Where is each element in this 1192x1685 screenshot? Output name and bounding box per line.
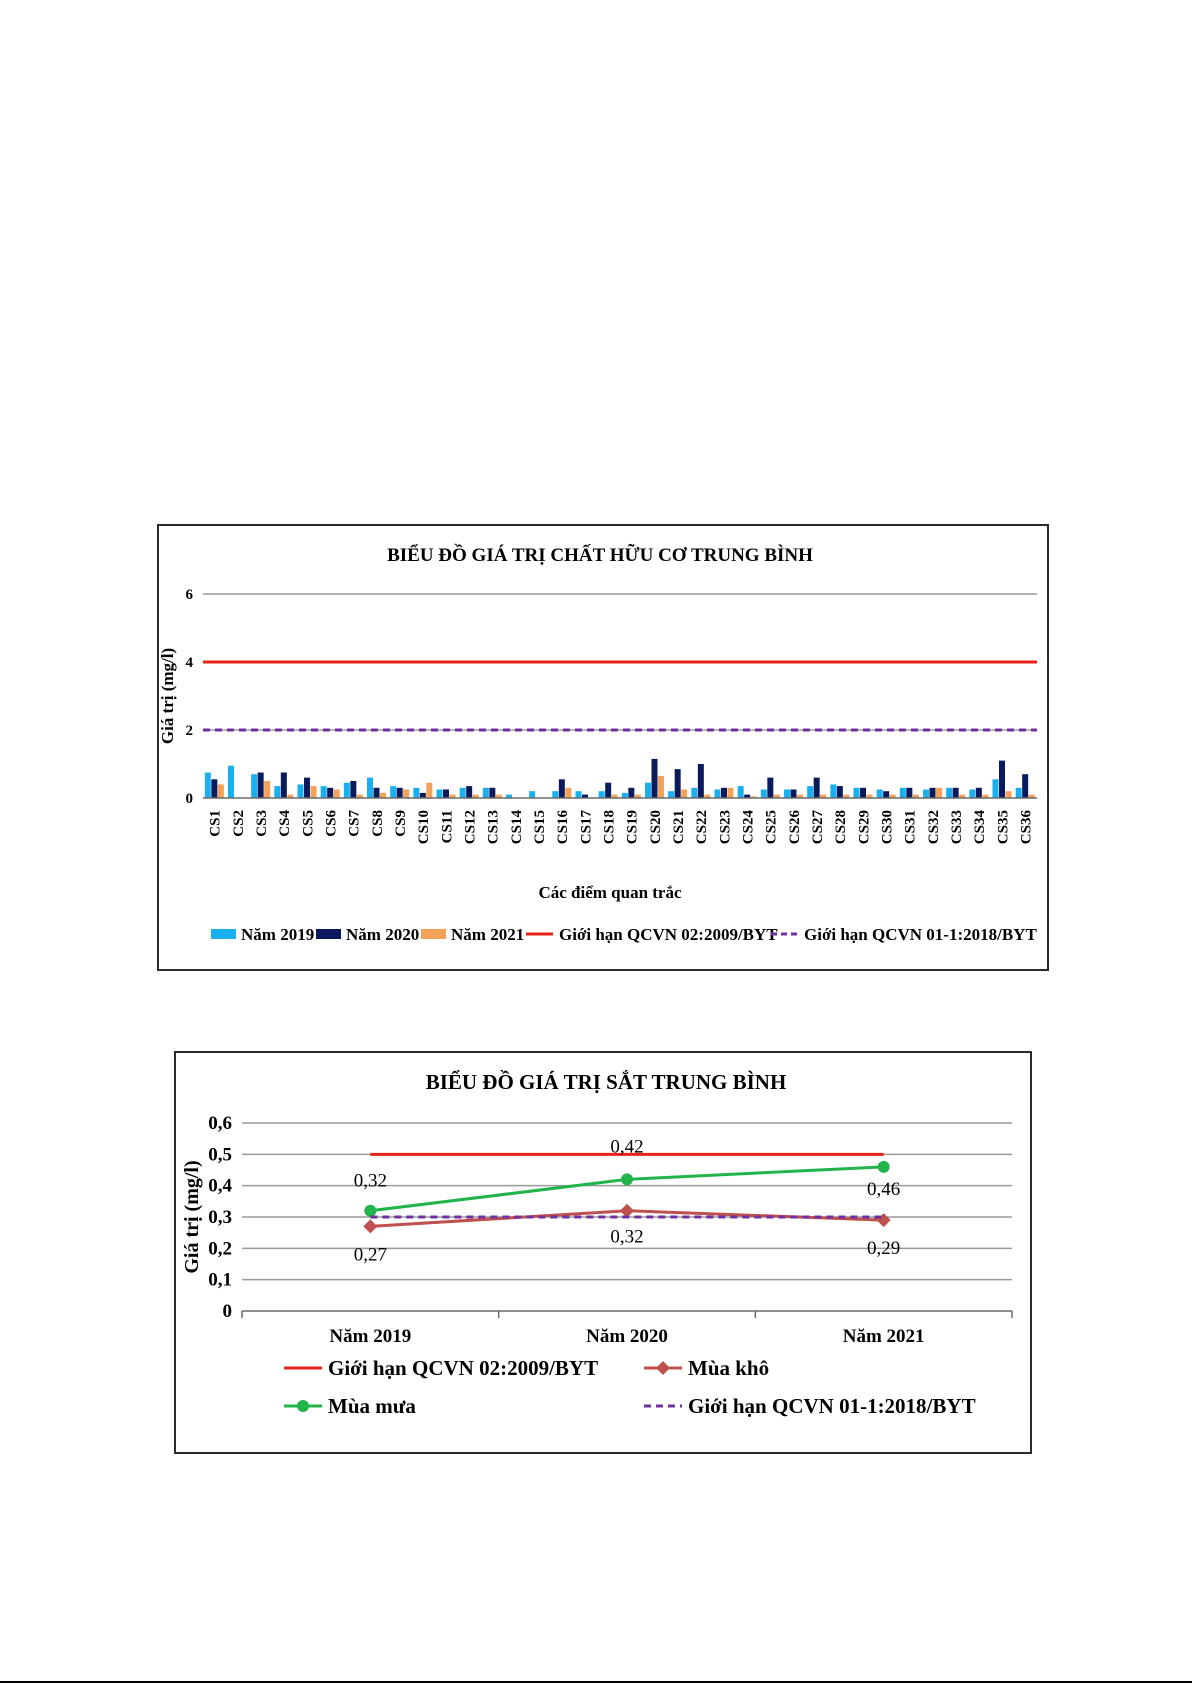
bar-năm-2019 [205,773,211,799]
bar-năm-2019 [877,790,883,799]
data-label: 0,32 [610,1226,644,1248]
bar-năm-2019 [807,786,813,798]
legend-label: Giới hạn QCVN 01-1:2018/BYT [688,1394,976,1418]
x-tick-label: CS8 [369,810,386,837]
x-tick-label: Năm 2021 [842,1326,925,1347]
bar-năm-2019 [715,790,721,799]
data-point-mua-mua [364,1205,376,1217]
data-point-mua-kho [877,1213,891,1227]
bar-năm-2021 [334,790,340,799]
bar-năm-2019 [668,791,674,798]
bar-năm-2020 [652,759,658,798]
bar-năm-2020 [930,788,936,798]
bar-năm-2021 [426,783,432,798]
bar-năm-2021 [565,788,571,798]
legend-swatch [211,929,236,939]
x-tick-label: CS33 [948,810,965,845]
legend-label: Năm 2020 [346,925,420,944]
x-tick-label: CS30 [879,810,896,845]
bar-năm-2021 [311,786,317,798]
y-tick-label: 0,1 [208,1269,232,1291]
legend-label: Năm 2019 [241,925,315,944]
bar-năm-2019 [784,790,790,799]
x-tick-label: CS3 [253,810,270,837]
bar-năm-2019 [298,784,304,798]
x-tick-label: Năm 2020 [586,1326,668,1347]
x-tick-label: CS27 [809,810,826,845]
legend-label: Năm 2021 [451,925,525,944]
bar-năm-2020 [860,788,866,798]
data-label: 0,32 [353,1170,387,1192]
x-tick-label: CS29 [856,810,873,845]
bar-năm-2021 [403,790,409,799]
bar-năm-2020 [211,779,217,798]
bar-năm-2021 [264,781,270,798]
bar-năm-2019 [923,790,929,799]
bar-năm-2019 [552,791,558,798]
bar-năm-2020 [258,773,264,799]
bar-năm-2020 [675,769,681,798]
organic-matter-chart [157,524,1049,971]
bar-năm-2019 [946,788,952,798]
data-point-mua-mua [878,1161,890,1173]
x-tick-label: CS17 [578,810,595,845]
bar-năm-2019 [1016,788,1022,798]
bar-năm-2020 [837,786,843,798]
x-tick-label: CS7 [346,810,363,837]
legend-swatch [316,929,341,939]
x-tick-label: CS34 [972,810,989,845]
y-tick-label: 0,6 [208,1113,232,1134]
legend-swatch [421,929,446,939]
x-tick-label: CS11 [439,810,456,844]
y-tick-label: 0 [185,791,193,807]
page-bottom-rule [0,1681,1192,1683]
bar-năm-2021 [380,793,386,798]
legend-label: Giới hạn QCVN 02:2009/BYT [328,1356,599,1380]
bar-năm-2019 [251,774,257,798]
bar-năm-2019 [437,790,443,799]
x-tick-label: CS21 [670,810,687,845]
x-tick-label: CS10 [416,810,433,845]
bar-năm-2019 [344,783,350,798]
bar-năm-2021 [1006,791,1012,798]
x-tick-label: CS5 [300,810,317,837]
bar-năm-2020 [327,788,333,798]
x-tick-label: CS9 [392,810,409,837]
x-tick-label: CS12 [462,810,479,845]
x-tick-label: CS22 [694,810,711,845]
bar-năm-2020 [767,778,773,798]
legend-marker [297,1400,309,1412]
bar-năm-2019 [274,786,280,798]
x-tick-label: CS24 [740,810,757,845]
bar-năm-2020 [1022,774,1028,798]
x-tick-label: CS32 [925,810,942,845]
bar-năm-2020 [466,786,472,798]
bar-năm-2020 [350,781,356,798]
data-point-mua-mua [621,1173,633,1185]
chart-title: BIỂU ĐỒ GIÁ TRỊ CHẤT HỮU CƠ TRUNG BÌNH [387,545,813,566]
bar-năm-2020 [605,783,611,798]
bar-năm-2020 [999,761,1005,798]
bar-năm-2020 [976,788,982,798]
bar-năm-2019 [691,788,697,798]
data-point-mua-kho [363,1219,377,1233]
x-tick-label: CS20 [647,810,664,845]
x-tick-label: CS13 [485,810,502,845]
x-tick-label: CS18 [601,810,618,845]
bar-năm-2019 [645,783,651,798]
x-tick-label: CS1 [207,810,224,837]
data-label: 0,46 [867,1178,901,1200]
chart-title: BIỂU ĐỒ GIÁ TRỊ SẮT TRUNG BÌNH [425,1070,787,1094]
bar-năm-2019 [599,791,605,798]
x-tick-label: Năm 2019 [329,1326,412,1347]
bar-năm-2020 [791,790,797,799]
bar-năm-2019 [622,793,628,798]
bar-năm-2020 [953,788,959,798]
bar-năm-2019 [483,788,489,798]
bar-năm-2019 [969,790,975,799]
bar-năm-2020 [906,788,912,798]
x-tick-label: CS35 [995,810,1012,845]
x-tick-label: CS15 [531,810,548,845]
bar-năm-2020 [698,764,704,798]
x-tick-label: CS19 [624,810,641,845]
x-tick-label: CS36 [1018,810,1035,845]
bar-năm-2020 [883,791,889,798]
bar-năm-2020 [443,790,449,799]
legend-label: Mùa khô [688,1356,770,1380]
data-label: 0,29 [867,1238,901,1260]
x-tick-label: CS16 [555,810,572,845]
legend-label: Giới hạn QCVN 02:2009/BYT [559,925,778,944]
bar-năm-2019 [993,779,999,798]
bar-năm-2020 [489,788,495,798]
bar-năm-2019 [228,766,234,798]
legend-marker [656,1361,670,1375]
bar-năm-2020 [814,778,820,798]
bar-năm-2019 [460,788,466,798]
bar-năm-2019 [761,790,767,799]
x-tick-label: CS6 [323,810,340,837]
x-tick-label: CS2 [230,810,247,837]
bar-năm-2020 [628,788,634,798]
bar-năm-2019 [738,786,744,798]
organic-matter-chart-svg [159,526,1047,969]
bar-năm-2020 [559,779,565,798]
bar-năm-2019 [390,786,396,798]
x-tick-label: CS31 [902,810,919,845]
bar-năm-2021 [218,784,224,798]
bar-năm-2019 [529,791,535,798]
bar-năm-2020 [304,778,310,798]
bar-năm-2021 [728,788,734,798]
bar-năm-2019 [367,778,373,798]
data-label: 0,42 [610,1136,644,1158]
legend-label: Mùa mưa [328,1394,416,1418]
y-tick-label: 2 [185,723,193,739]
y-tick-label: 4 [185,655,193,671]
x-tick-label: CS25 [763,810,780,845]
bar-năm-2021 [936,788,942,798]
y-tick-label: 0,4 [208,1175,232,1197]
iron-chart [174,1051,1032,1454]
x-tick-label: CS4 [277,810,294,837]
bar-năm-2020 [721,788,727,798]
bar-năm-2020 [397,788,403,798]
bar-năm-2019 [900,788,906,798]
bar-năm-2019 [413,788,419,798]
bar-năm-2020 [281,773,287,799]
y-tick-label: 6 [185,587,193,603]
x-axis-title: Các điểm quan trắc [538,883,682,902]
bar-năm-2019 [854,788,860,798]
y-tick-label: 0 [222,1301,232,1322]
iron-chart-svg [176,1053,1030,1452]
y-tick-label: 0,2 [208,1238,232,1260]
x-tick-label: CS28 [833,810,850,845]
x-tick-label: CS23 [717,810,734,845]
y-axis-title: Giá trị (mg/l) [158,647,177,745]
bar-năm-2021 [658,776,664,798]
y-tick-label: 0,3 [208,1207,232,1228]
y-axis-title: Giá trị (mg/l) [181,1160,203,1274]
bar-năm-2021 [681,790,687,799]
bar-năm-2019 [830,784,836,798]
bar-năm-2020 [420,793,426,798]
bar-năm-2019 [576,791,582,798]
bar-năm-2020 [374,788,380,798]
y-tick-label: 0,5 [208,1144,232,1166]
data-label: 0,27 [353,1244,387,1266]
legend-label: Giới hạn QCVN 01-1:2018/BYT [804,925,1037,944]
x-tick-label: CS26 [786,810,803,845]
bar-năm-2019 [321,786,327,798]
x-tick-label: CS14 [508,810,525,845]
